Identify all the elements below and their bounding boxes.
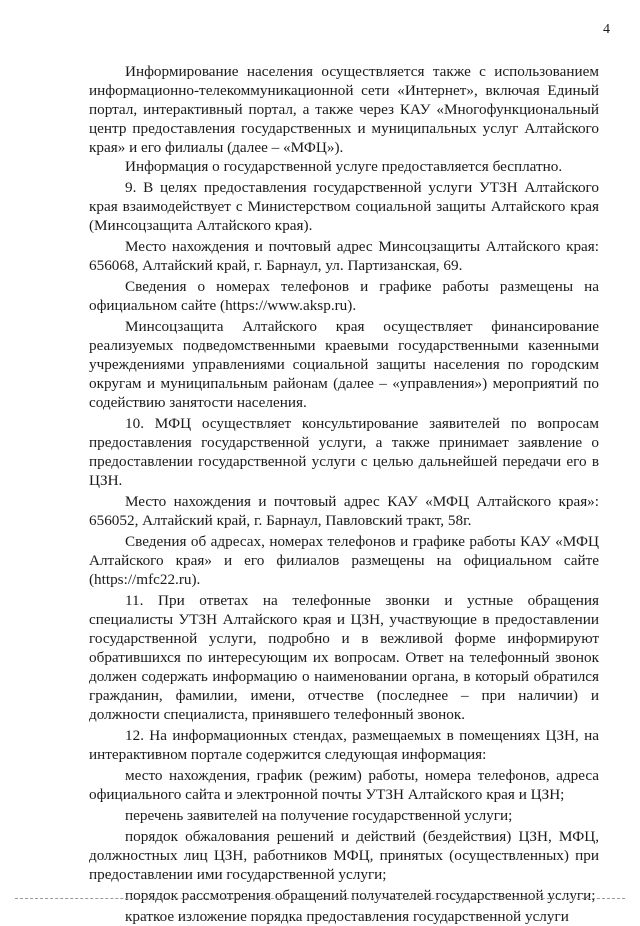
list-item-location-schedule: место нахождения, график (режим) работы, номера телефонов, адреса официального сайта и электронной почты УТЗН Алтайского края и ЦЗН; [89,767,599,803]
list-item-applicants: перечень заявителей на получение государственной услуги; [125,807,513,824]
paragraph-mfc-website: Сведения об адресах, номерах телефонов и графике работы КАУ «МФЦ Алтайского края» и его филиалов размещены на официальном сайте (https://mfc22.ru). [89,533,599,588]
list-item-appeal-procedure: порядок обжалования решений и действий (бездействия) ЦЗН, МФЦ, должностных лиц ЦЗН, работников МФЦ, принятых (осуществленных) при предоставлении ими государственной услуги; [89,828,599,883]
paragraph-item-11: 11. При ответах на телефонные звонки и устные обращения специалисты УТЗН Алтайского края и ЦЗН, участвующие в предоставлении государственной услуги, подробно и в вежливой форме информируют обратившихся по интересующим их вопросам. Ответ на телефонный звонок должен содержать информацию о наименовании органа, в который обратился гражданин, фамилии, имени, отчестве (последнее – при наличии) и должности специалиста, принявшего телефонный звонок. [89,592,599,723]
paragraph-informing-population: Информирование населения осуществляется также с использованием информационно-телекоммуникационной сети «Интернет», включая Единый портал, интерактивный портал, а также через КАУ «Многофункциональный центр предоставления государственных и муниципальных услуг Алтайского края» и его филиалы (далее – «МФЦ»). [89,63,599,156]
paragraph-item-10: 10. МФЦ осуществляет консультирование заявителей по вопросам предоставления государственной услуги, а также принимает заявление о предоставлении государственной услуги с целью дальнейшей передачи его в ЦЗН. [89,415,599,489]
page-number: 4 [603,22,610,37]
paragraph-item-12: 12. На информационных стендах, размещаемых в помещениях ЦЗН, на интерактивном портале содержится следующая информация: [89,727,599,763]
page-bottom-rule [15,898,625,899]
list-item-service-summary: краткое изложение порядка предоставления государственной услуги [125,908,569,925]
list-item-review-procedure: порядок рассмотрения обращений получателей государственной услуги; [125,887,596,904]
paragraph-mfc-address: Место нахождения и почтовый адрес КАУ «МФЦ Алтайского края»: 656052, Алтайский край, г. Барнаул, Павловский тракт, 58г. [89,493,599,529]
document-body [89,62,599,926]
paragraph-item-9: 9. В целях предоставления государственной услуги УТЗН Алтайского края взаимодействует с Министерством социальной защиты Алтайского края (Минсоцзащита Алтайского края). [89,179,599,234]
paragraph-minsoc-address: Место нахождения и почтовый адрес Минсоцзащиты Алтайского края: 656068, Алтайский край, г. Барнаул, ул. Партизанская, 69. [89,238,599,274]
paragraph-minsoc-financing: Минсоцзащита Алтайского края осуществляет финансирование реализуемых подведомственными краевыми государственными казенными учреждениями управлениями социальной защиты населения по городским округам и муниципальным районам (далее – «управления») мероприятий по содействию занятости населения. [89,318,599,411]
paragraph-minsoc-website: Сведения о номерах телефонов и графике работы размещены на официальном сайте (https://www.aksp.ru). [89,278,599,314]
paragraph-free-information: Информация о государственной услуге предоставляется бесплатно. [125,158,563,175]
